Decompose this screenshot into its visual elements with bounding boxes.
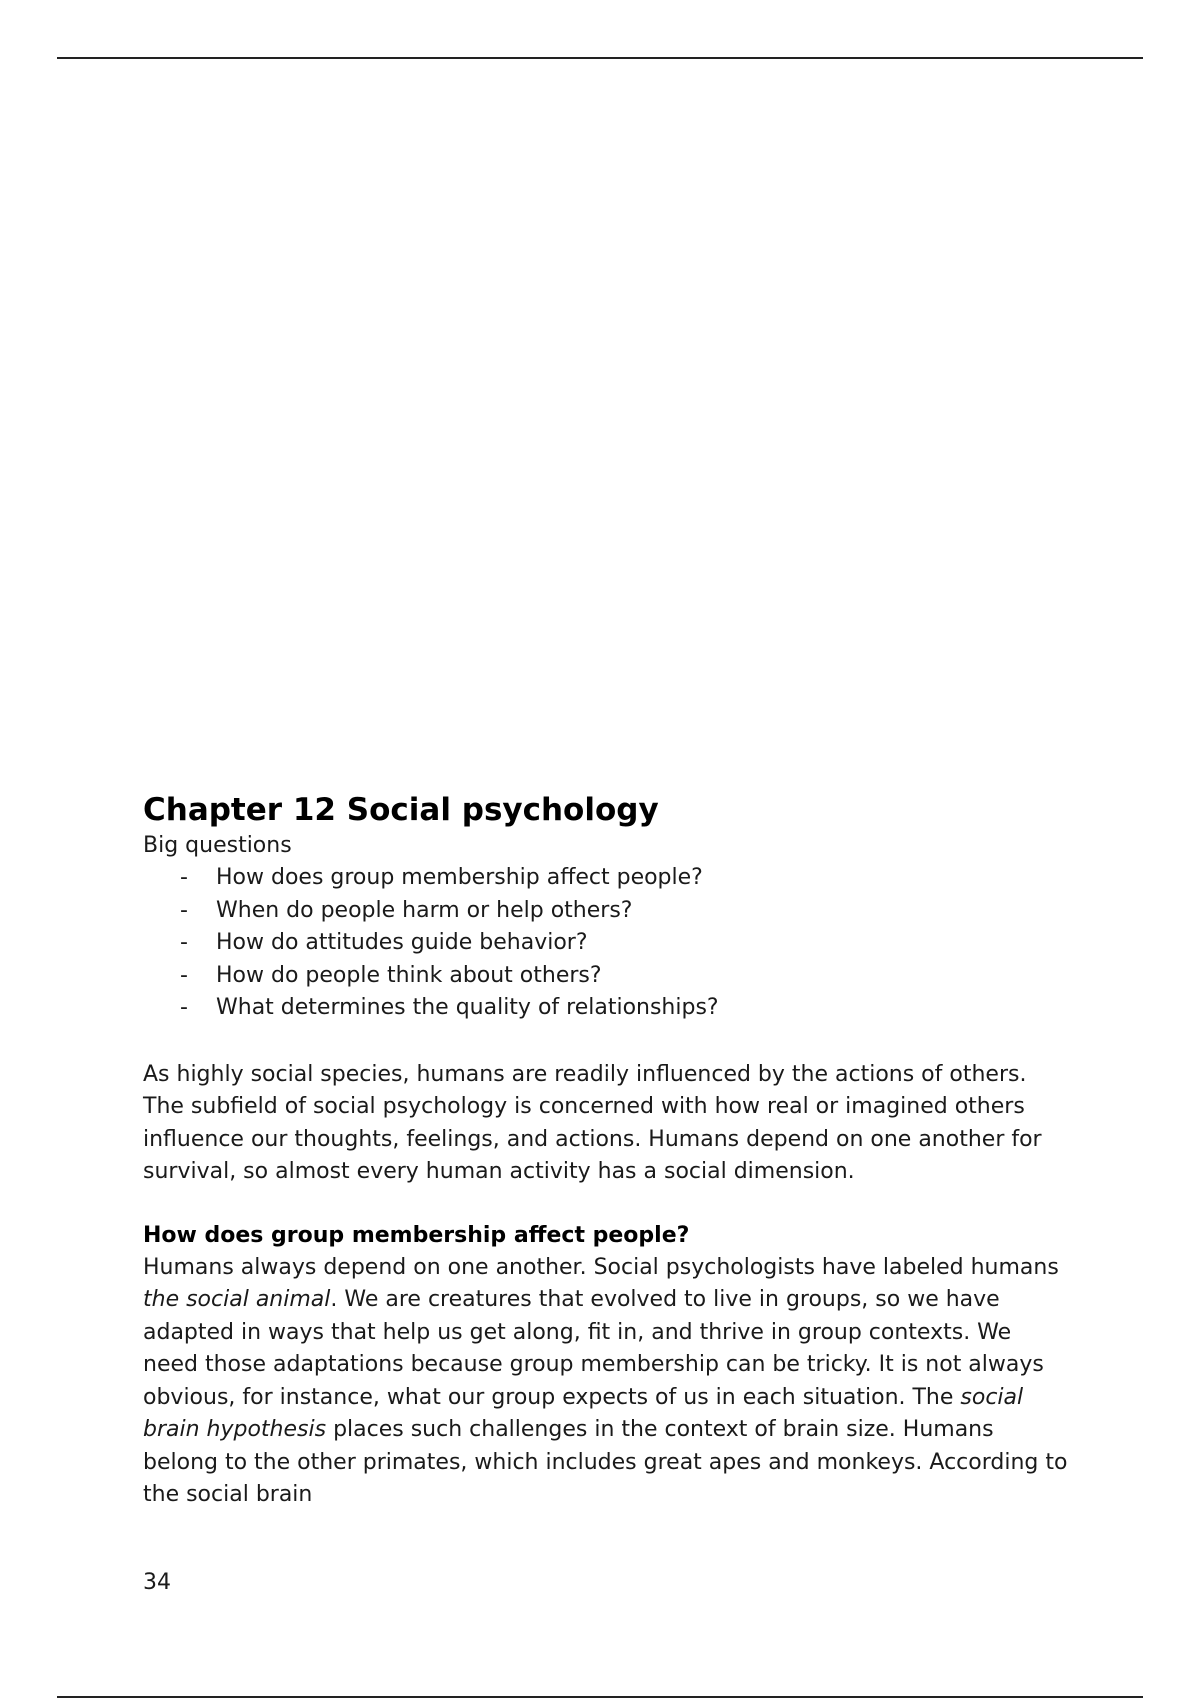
questions-list [143, 862, 1073, 1025]
question-text: How do people think about others? [216, 962, 602, 988]
bullet-dash: - [180, 995, 188, 1020]
big-questions-label: Big questions [143, 833, 292, 858]
list-item [143, 960, 1073, 993]
section-text: places such challenges in the context of brain size. Humans belong to the other primates, which includes great apes and monkeys. According to the social brain [143, 1417, 1068, 1507]
question-text: What determines the quality of relationships? [216, 995, 719, 1020]
list-item [143, 862, 1073, 895]
list-item [143, 895, 1073, 928]
page-number: 34 [143, 1570, 171, 1595]
section-heading: How does group membership affect people? [143, 1222, 690, 1248]
page-content [143, 790, 1073, 1512]
question-text: How do attitudes guide behavior? [216, 930, 588, 955]
intro-paragraph: As highly social species, humans are readily influenced by the actions of others. The subfield of social psychology is concerned with how real or imagined others influence our thoughts, feelings, and actions. Humans depend on one another for survival, so almost every human activity has a social dimension. [143, 1061, 1042, 1184]
italic-term: social brain hypothesis [143, 1384, 1024, 1442]
bottom-rule [57, 1696, 1143, 1698]
bullet-dash: - [180, 897, 188, 923]
bullet-dash: - [180, 930, 188, 955]
top-rule [57, 57, 1143, 59]
section-paragraph [143, 1252, 1073, 1512]
list-item [143, 927, 1073, 960]
italic-term: the social animal [143, 1287, 331, 1312]
list-item [143, 992, 1073, 1025]
bullet-dash: - [180, 962, 188, 988]
question-text: When do people harm or help others? [216, 897, 633, 923]
section-text: . We are creatures that evolved to live in groups, so we have adapted in ways that help us get along, fit in, and thrive in group contexts. We need those adaptations because group membership can be tricky. It is not always obvious, for instance, what our group expects of us in each situation. The [143, 1287, 1044, 1410]
chapter-title: Chapter 12 Social psychology [143, 792, 659, 828]
section-text: Humans always depend on one another. Social psychologists have labeled humans [143, 1254, 1059, 1280]
bullet-dash: - [180, 865, 188, 890]
question-text: How does group membership affect people? [216, 865, 703, 890]
